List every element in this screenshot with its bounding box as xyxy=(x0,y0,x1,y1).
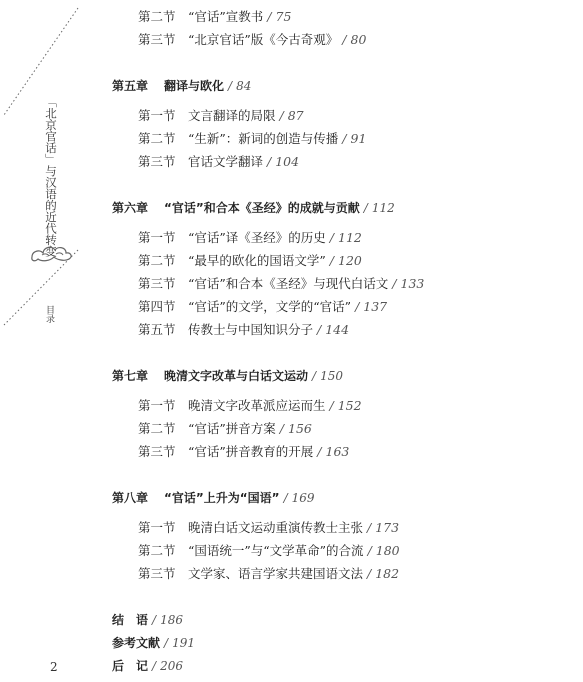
toc-page-number: 91 xyxy=(350,131,367,146)
toc-entry-number: 第一节 xyxy=(138,108,176,123)
toc-entry-number: 第二节 xyxy=(138,9,176,24)
toc-entry-number: 第四节 xyxy=(138,299,176,314)
toc-entry-number: 第三节 xyxy=(138,32,176,47)
toc-entry-title: “官话”译《圣经》的历史 xyxy=(188,230,326,245)
toc-separator: / xyxy=(267,154,272,169)
toc-entry-title: 文言翻译的局限 xyxy=(188,108,276,123)
toc-separator: / xyxy=(329,230,334,245)
toc-page-number: 150 xyxy=(320,369,343,383)
toc-section-entry xyxy=(138,566,399,582)
toc-entry-title: “官话”宣教书 xyxy=(188,9,264,24)
toc-entry-title: “官话”的文学，文学的“官话” xyxy=(188,299,352,314)
toc-entry-number: 第三节 xyxy=(138,566,176,581)
toc-entry-number: 第二节 xyxy=(138,253,176,268)
toc-entry-title: 晚清文字改革与白话文运动 xyxy=(164,369,309,383)
toc-separator: / xyxy=(152,659,157,673)
toc-entry-title: 结 语 xyxy=(112,613,149,627)
toc-separator: / xyxy=(312,369,317,383)
toc-entry-title: “北京官话”版《今古奇观》 xyxy=(188,32,339,47)
toc-entry-number: 第一节 xyxy=(138,520,176,535)
toc-entry-number: 第八章 xyxy=(112,491,149,505)
toc-entry-title: “官话”上升为“国语” xyxy=(164,491,280,505)
toc-back-matter-entry xyxy=(112,635,195,651)
toc-entry-title: 后 记 xyxy=(112,659,149,673)
toc-entry-number: 第三节 xyxy=(138,276,176,291)
toc-page-number: 163 xyxy=(325,444,350,459)
toc-entry-number: 第三节 xyxy=(138,154,176,169)
toc-entry-number: 第二节 xyxy=(138,421,176,436)
toc-separator: / xyxy=(152,613,157,627)
toc-page-number: 191 xyxy=(172,636,195,650)
toc-separator: / xyxy=(283,491,288,505)
toc-separator: / xyxy=(392,276,397,291)
toc-section-entry xyxy=(138,154,299,170)
toc-page-number: 133 xyxy=(400,276,425,291)
toc-chapter-entry xyxy=(112,78,251,94)
toc-entry-number: 第一节 xyxy=(138,230,176,245)
toc-page-number: 182 xyxy=(375,566,400,581)
toc-separator: / xyxy=(329,398,334,413)
toc-page-number: 80 xyxy=(350,32,367,47)
toc-entry-title: “官话”拼音教育的开展 xyxy=(188,444,314,459)
toc-page-number: 104 xyxy=(275,154,300,169)
toc-entry-number: 第二节 xyxy=(138,543,176,558)
toc-entry-number: 第三节 xyxy=(138,444,176,459)
toc-chapter-entry xyxy=(112,490,315,506)
toc-section-entry xyxy=(138,276,424,292)
section-label-contents: 目录 xyxy=(44,305,54,323)
toc-section-entry xyxy=(138,131,366,147)
toc-section-entry xyxy=(138,421,312,437)
toc-separator: / xyxy=(342,131,347,146)
toc-section-entry xyxy=(138,299,387,315)
toc-entry-title: 晚清文字改革派应运而生 xyxy=(188,398,326,413)
margin-band xyxy=(0,0,80,682)
toc-separator: / xyxy=(164,636,169,650)
toc-page-number: 156 xyxy=(288,421,312,436)
toc-separator: / xyxy=(367,566,372,581)
toc-page-number: 173 xyxy=(375,520,400,535)
toc-section-entry xyxy=(138,398,362,414)
toc-entry-title: “官话”和合本《圣经》的成就与贡献 xyxy=(164,201,360,215)
toc-section-entry xyxy=(138,322,349,338)
toc-entry-title: 传教士与中国知识分子 xyxy=(188,322,314,337)
toc-chapter-entry xyxy=(112,200,395,216)
toc-entry-title: “官话”和合本《圣经》与现代白话文 xyxy=(188,276,389,291)
toc-entry-title: 官话文学翻译 xyxy=(188,154,264,169)
toc-section-entry xyxy=(138,9,291,25)
toc-section-entry xyxy=(138,230,362,246)
toc-page-number: 120 xyxy=(338,253,362,268)
toc-separator: / xyxy=(367,543,372,558)
toc-section-entry xyxy=(138,32,366,48)
toc-separator: / xyxy=(279,421,284,436)
toc-entry-title: 翻译与欧化 xyxy=(164,79,225,93)
toc-separator: / xyxy=(363,201,368,215)
toc-back-matter-entry xyxy=(112,658,183,674)
toc-page-number: 112 xyxy=(338,230,362,245)
toc-entry-title: 晚清白话文运动重演传教士主张 xyxy=(188,520,364,535)
toc-page-number: 87 xyxy=(287,108,304,123)
toc-entry-number: 第五节 xyxy=(138,322,176,337)
toc-separator: / xyxy=(267,9,272,24)
toc-entry-title: “国语统一”与“文学革命”的合流 xyxy=(188,543,364,558)
toc-entry-number: 第七章 xyxy=(112,369,149,383)
toc-separator: / xyxy=(342,32,347,47)
toc-entry-title: “生新”：新词的创造与传播 xyxy=(188,131,339,146)
toc-entry-title: “最早的欧化的国语文学” xyxy=(188,253,326,268)
toc-entry-number: 第二节 xyxy=(138,131,176,146)
toc-entry-title: 参考文献 xyxy=(112,636,161,650)
toc-back-matter-entry xyxy=(112,612,183,628)
toc-page-number: 186 xyxy=(160,613,183,627)
toc-entry-number: 第六章 xyxy=(112,201,149,215)
toc-page-number: 112 xyxy=(371,201,395,215)
toc-page-number: 152 xyxy=(337,398,362,413)
toc-page-number: 75 xyxy=(275,9,292,24)
toc-page-number: 137 xyxy=(363,299,388,314)
toc-section-entry xyxy=(138,253,362,269)
toc-separator: / xyxy=(355,299,360,314)
toc-section-entry xyxy=(138,108,304,124)
toc-page-number: 206 xyxy=(160,659,183,673)
toc-separator: / xyxy=(329,253,334,268)
toc-entry-number: 第五章 xyxy=(112,79,149,93)
page-number: 2 xyxy=(50,660,58,674)
toc-entry-title: “官话”拼音方案 xyxy=(188,421,276,436)
toc-page-number: 169 xyxy=(291,491,315,505)
toc-separator: / xyxy=(317,444,322,459)
toc-section-entry xyxy=(138,520,399,536)
toc-entry-number: 第一节 xyxy=(138,398,176,413)
toc-page-number: 84 xyxy=(236,79,252,93)
toc-page-number: 180 xyxy=(375,543,400,558)
toc-entry-title: 文学家、语言学家共建国语文法 xyxy=(188,566,364,581)
toc-separator: / xyxy=(317,322,322,337)
toc-separator: / xyxy=(279,108,284,123)
toc-separator: / xyxy=(228,79,233,93)
toc-section-entry xyxy=(138,543,400,559)
toc-separator: / xyxy=(367,520,372,535)
toc-section-entry xyxy=(138,444,349,460)
toc-chapter-entry xyxy=(112,368,343,384)
toc-page-number: 144 xyxy=(325,322,350,337)
book-title-vertical: 「北京官话」与汉语的近代转变 xyxy=(44,96,58,257)
cloud-ornament-icon xyxy=(30,243,74,265)
